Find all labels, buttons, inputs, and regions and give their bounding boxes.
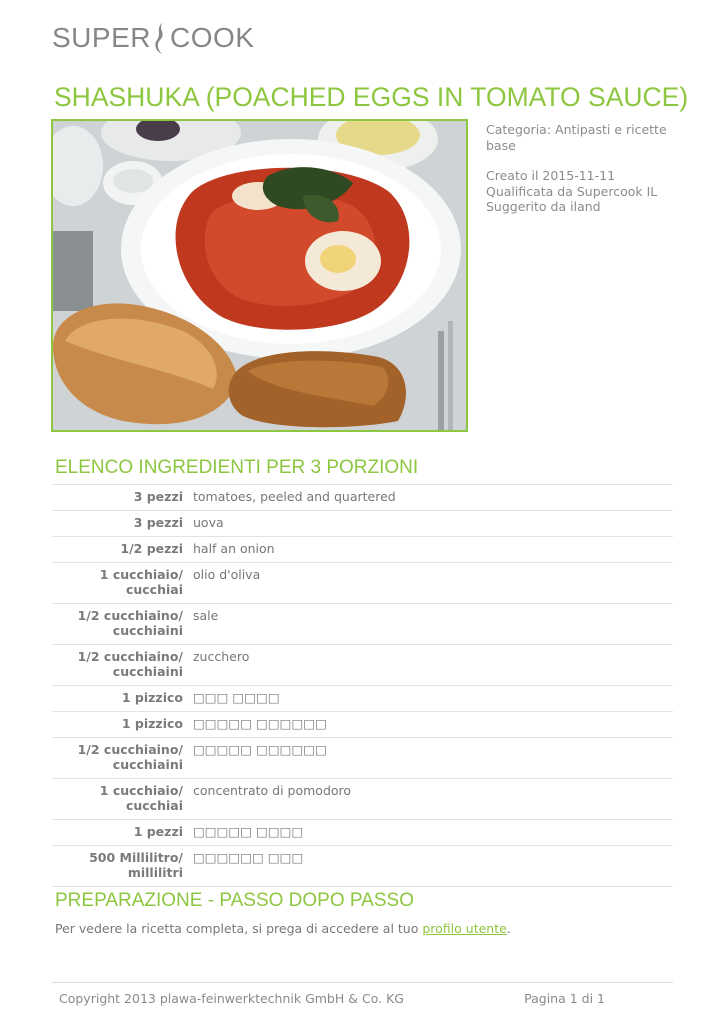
recipe-qualified-by: Qualificata da Supercook IL: [486, 183, 658, 199]
supercook-logo[interactable]: [52, 18, 254, 58]
preparation-heading: PREPARAZIONE - PASSO DOPO PASSO: [55, 890, 414, 911]
recipe-suggested-by: Suggerito da iland: [486, 199, 601, 214]
ingredient-quantity: 500 Millilitro/ millilitri: [89, 850, 183, 880]
ingredients-table: [52, 484, 673, 887]
flame-icon: [154, 21, 168, 55]
ingredient-row: [52, 779, 673, 820]
recipe-created-date: Creato il 2015-11-11: [486, 168, 616, 183]
ingredient-quantity: 1 pizzico: [121, 716, 183, 731]
preparation-text-after: .: [506, 921, 511, 936]
ingredient-row: [52, 686, 673, 712]
ingredient-name: □□□□□ □□□□□□: [193, 742, 327, 757]
ingredients-heading: ELENCO INGREDIENTI PER 3 PORZIONI: [55, 457, 419, 478]
ingredient-row: [52, 738, 673, 779]
ingredient-row: [52, 511, 673, 537]
ingredient-name: half an onion: [193, 541, 275, 556]
recipe-photo: [51, 119, 468, 432]
ingredient-name: □□□ □□□□: [193, 690, 280, 705]
ingredient-quantity: 1/2 cucchiaino/ cucchiaini: [77, 742, 183, 772]
ingredient-quantity: 1 cucchiaio/ cucchiai: [99, 783, 183, 813]
ingredient-quantity: 1/2 cucchiaino/ cucchiaini: [77, 608, 183, 638]
preparation-text: [55, 921, 511, 936]
page-footer: [52, 982, 673, 1006]
ingredient-quantity: 1/2 pezzi: [120, 541, 183, 556]
ingredient-name: uova: [193, 515, 224, 530]
recipe-title: SHASHUKA (POACHED EGGS IN TOMATO SAUCE): [54, 82, 689, 112]
logo-text-left: SUPER: [52, 22, 151, 53]
copyright-text: Copyright 2013 plawa-feinwerktechnik GmbH & Co. KG: [59, 991, 404, 1006]
ingredient-quantity: 1/2 cucchiaino/ cucchiaini: [77, 649, 183, 679]
ingredient-row: [52, 537, 673, 563]
ingredient-quantity: 1 pizzico: [121, 690, 183, 705]
preparation-text-before: Per vedere la ricetta completa, si prega di accedere al tuo: [55, 921, 423, 936]
ingredient-name: □□□□□ □□□□□□: [193, 716, 327, 731]
user-profile-link[interactable]: profilo utente: [422, 921, 507, 936]
ingredient-quantity: 3 pezzi: [133, 489, 183, 504]
ingredient-name: tomatoes, peeled and quartered: [193, 489, 396, 504]
ingredient-name: sale: [193, 608, 219, 623]
ingredient-name: olio d'oliva: [193, 567, 261, 582]
ingredient-quantity: 3 pezzi: [133, 515, 183, 530]
ingredient-row: [52, 846, 673, 887]
ingredient-name: concentrato di pomodoro: [193, 783, 352, 798]
ingredient-quantity: 1 cucchiaio/ cucchiai: [99, 567, 183, 597]
ingredient-row: [52, 820, 673, 846]
ingredient-row: [52, 563, 673, 604]
ingredient-name: □□□□□ □□□□: [193, 824, 304, 839]
recipe-category: Categoria: Antipasti e ricette base: [486, 122, 667, 153]
ingredient-name: □□□□□□ □□□: [193, 850, 304, 865]
ingredient-name: zucchero: [193, 649, 250, 664]
logo-text-right: COOK: [169, 22, 255, 53]
recipe-photo-illustration: [53, 121, 466, 430]
ingredient-row: [52, 485, 673, 511]
ingredient-row: [52, 712, 673, 738]
recipe-info: [486, 122, 676, 215]
ingredient-row: [52, 645, 673, 686]
ingredient-quantity: 1 pezzi: [133, 824, 183, 839]
page-number: Pagina 1 di 1: [524, 991, 605, 1006]
ingredient-row: [52, 604, 673, 645]
